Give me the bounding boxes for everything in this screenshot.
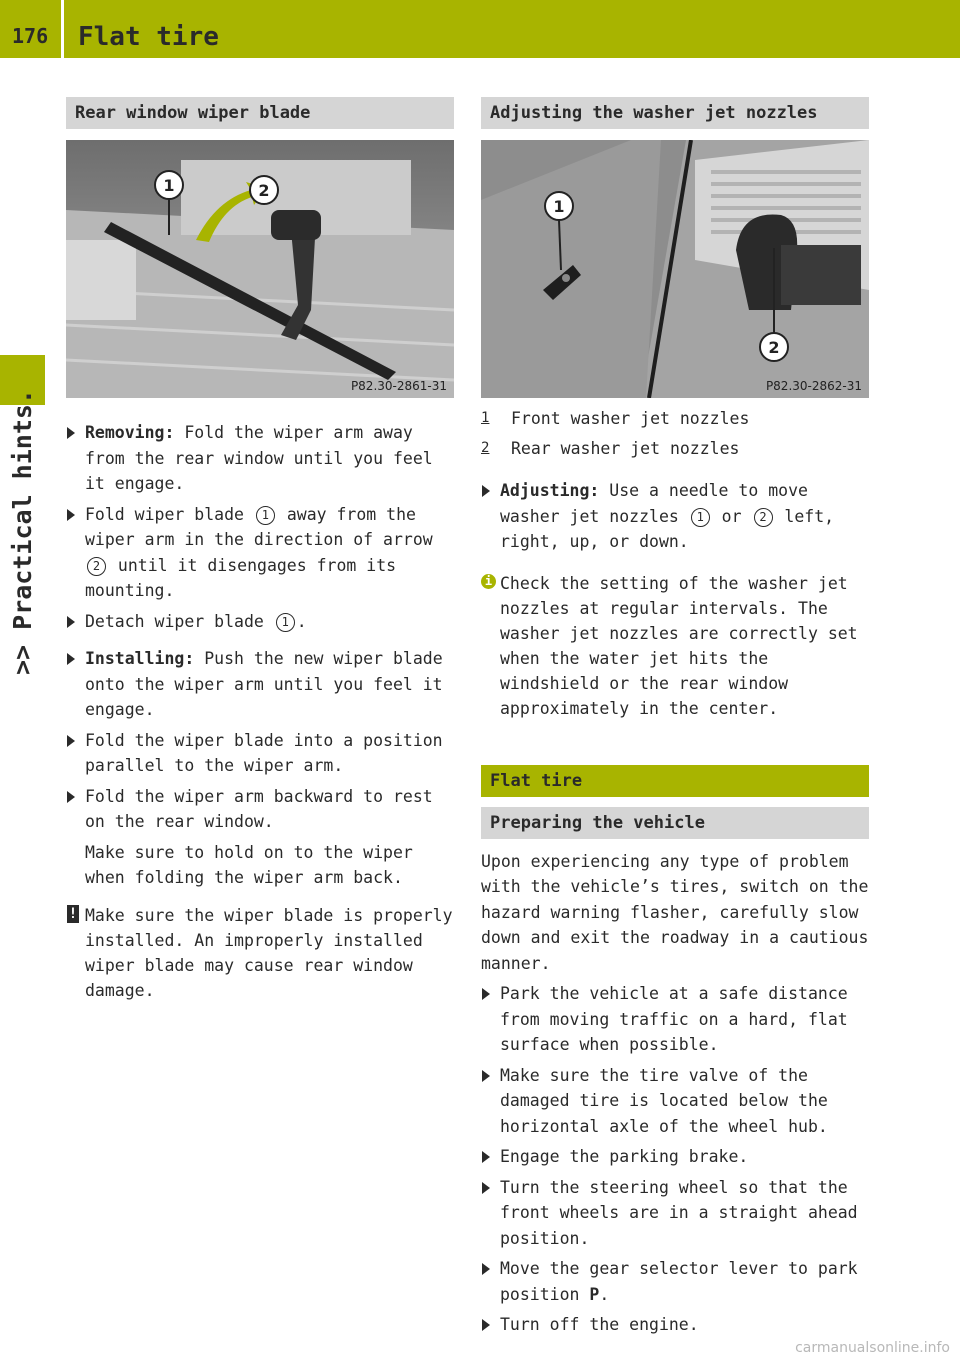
warning-icon: ! xyxy=(68,905,78,922)
step-lead: Removing: xyxy=(85,423,175,442)
step-text: or xyxy=(711,506,752,526)
legend-number: 2 xyxy=(481,439,490,456)
info-icon: i xyxy=(481,574,496,589)
intro-paragraph: Upon experiencing any type of problem with the vehicle’s tires, switch on the hazard warning flasher, carefully slow down and exit the roadway in a cautious manner. xyxy=(481,851,869,973)
step-arrow-icon xyxy=(482,1319,490,1331)
callout-2-nozzle: 2 xyxy=(768,338,780,357)
nozzle-photo-illustration xyxy=(481,140,869,398)
nozzle-photo xyxy=(481,140,869,398)
step-text: . xyxy=(599,1284,610,1304)
step-arrow-icon xyxy=(482,1263,490,1275)
step-fold-blade xyxy=(66,502,454,604)
step-lead: Installing: xyxy=(85,649,195,668)
image-code-wiper: P82.30-2861-31 xyxy=(350,379,447,393)
callout-1-wiper: 1 xyxy=(163,176,175,195)
flat-tire-heading: Flat tire xyxy=(481,765,869,797)
step-steering xyxy=(481,1175,869,1252)
step-park xyxy=(481,981,869,1058)
step-gear xyxy=(481,1256,869,1307)
step-text: Use a needle to move washer jet nozzles xyxy=(500,481,808,526)
image-code-nozzle: P82.30-2862-31 xyxy=(765,379,862,393)
step-text: left, right, up, or down. xyxy=(500,506,835,551)
warning-text: Make sure the wiper blade is properly installed. An improperly installed wiper blade may cause rear window damage. xyxy=(85,905,453,1000)
callout-ref-2: 2 xyxy=(87,557,106,576)
step-text: Turn the steering wheel so that the front wheels are in a straight ahead position. xyxy=(500,1177,858,1248)
watermark: carmanualsonline.info xyxy=(795,1340,950,1356)
step-arrow-icon xyxy=(482,988,490,1000)
legend-item xyxy=(481,406,869,432)
step-arrow-icon xyxy=(482,1070,490,1082)
wiper-photo-illustration xyxy=(66,140,454,398)
step-arrow-icon xyxy=(482,1151,490,1163)
step-lead: Adjusting: xyxy=(500,481,600,500)
section-title-wiper: Rear window wiper blade xyxy=(66,97,454,129)
step-fold-backward xyxy=(66,784,454,835)
callout-ref-2: 2 xyxy=(754,508,773,527)
step-installing xyxy=(66,646,454,723)
step-arrow-icon xyxy=(482,485,490,497)
step-text: Make sure the tire valve of the damaged tire is located below the horizontal axle of the wheel hub. xyxy=(500,1065,828,1136)
step-text: Detach wiper blade xyxy=(85,611,274,631)
step-removing xyxy=(66,420,454,497)
step-arrow-icon xyxy=(67,509,75,521)
step-text: Engage the parking brake. xyxy=(500,1147,749,1166)
step-valve xyxy=(481,1063,869,1140)
callout-ref-1: 1 xyxy=(256,506,275,525)
legend-item xyxy=(481,436,869,462)
wiper-photo xyxy=(66,140,454,398)
callout-1-nozzle: 1 xyxy=(553,197,565,216)
step-text: until it disengages from its mounting. xyxy=(85,555,397,600)
page-title: Flat tire xyxy=(78,22,219,52)
callout-2-wiper: 2 xyxy=(258,181,270,200)
legend-text: Rear washer jet nozzles xyxy=(511,438,740,458)
step-text: Fold the wiper arm away from the rear window until you feel it engage. xyxy=(85,423,433,493)
step-arrow-icon xyxy=(482,1182,490,1194)
legend-text: Front washer jet nozzles xyxy=(511,409,750,428)
warning-note xyxy=(66,903,454,1003)
sidebar-label: >> Practical hints. xyxy=(8,389,37,675)
step-arrow-icon xyxy=(67,616,75,628)
step-fold-parallel xyxy=(66,728,454,779)
step-text: Turn off the engine. xyxy=(500,1315,699,1334)
step-engine xyxy=(481,1312,869,1338)
step-arrow-icon xyxy=(67,653,75,665)
step-text: Fold the wiper arm backward to rest on the rear window. xyxy=(85,786,433,831)
header-bar xyxy=(0,0,960,58)
step-arrow-icon xyxy=(67,427,75,439)
step-text: Park the vehicle at a safe distance from moving traffic on a hard, flat surface when possible. xyxy=(500,984,848,1054)
step-adjusting xyxy=(481,478,869,555)
left-column xyxy=(66,97,454,1003)
section-title-nozzles: Adjusting the washer jet nozzles xyxy=(481,97,869,129)
step-text: Move the gear selector lever to park position xyxy=(500,1259,858,1304)
step-text: Fold the wiper blade into a position parallel to the wiper arm. xyxy=(85,730,443,775)
step-detach xyxy=(66,609,454,635)
legend-number: 1 xyxy=(481,410,490,426)
info-text: Check the setting of the washer jet nozzles at regular intervals. The washer jet nozzles are correctly set when the water jet hits the windshield or the rear window approximately in the center. xyxy=(500,573,858,718)
step-text: Push the new wiper blade onto the wiper arm until you feel it engage. xyxy=(85,649,443,719)
step-brake xyxy=(481,1144,869,1170)
step-arrow-icon xyxy=(67,735,75,747)
section-title-preparing: Preparing the vehicle xyxy=(481,807,869,839)
right-column xyxy=(481,97,869,1338)
step-text: away from the wiper arm in the direction of arrow xyxy=(85,504,433,549)
step-text: Fold wiper blade xyxy=(85,504,254,524)
header-divider xyxy=(61,0,64,58)
callout-ref-1: 1 xyxy=(276,613,295,632)
step-arrow-icon xyxy=(67,791,75,803)
page-number: 176 xyxy=(12,24,49,48)
callout-ref-1: 1 xyxy=(691,508,710,527)
step-text: . xyxy=(296,611,307,631)
info-note xyxy=(481,571,869,721)
step-followup: Make sure to hold on to the wiper when folding the wiper arm back. xyxy=(85,842,413,887)
gear-position: P xyxy=(589,1284,600,1304)
